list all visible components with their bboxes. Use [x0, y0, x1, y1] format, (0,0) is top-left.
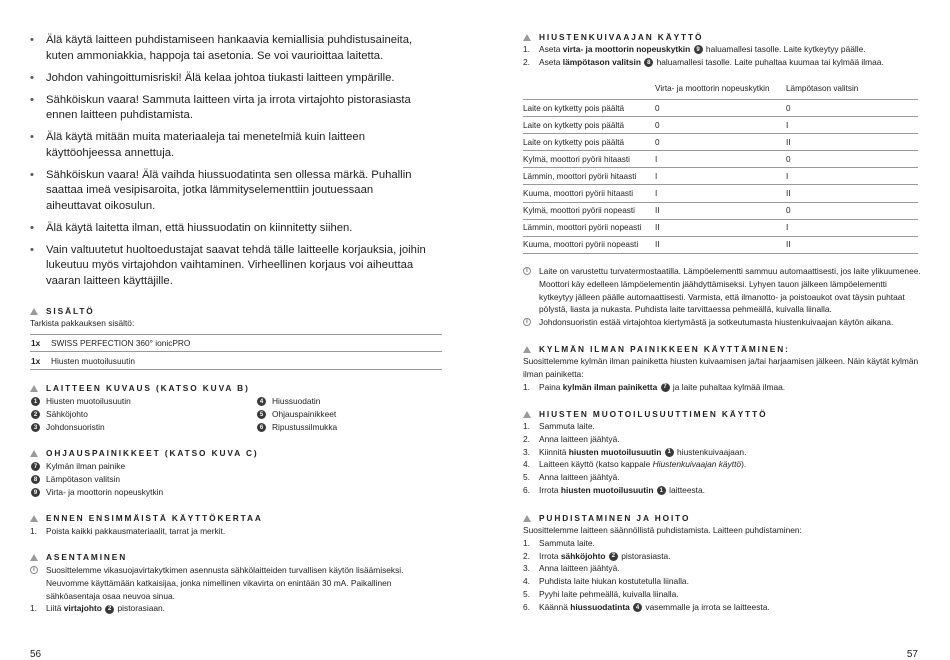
usage-heading: HIUSTENKUIVAAJAN KÄYTTÖ [523, 31, 923, 43]
cleaning-step: 4. Puhdista laite hiukan kostutetulla liinalla. [523, 576, 689, 587]
info-note: i Laite on varustettu turvatermostaatilla. Lämpöelementti sammuu automaattisesti, jos laite ylikuumenee. Moottori käy edelleen lämpöelementin jäähdyttämiseksi. Lyhyen tauon jälkeen lämpöelementti kytkeytyy jälleen päälle automaattisesti. Varmista, että ilmanotto- ja poistoaukot ovat täysin puhtaat pölystä, liasta ja nukasta. Puhdista laite tarvittaessa pehmeällä, kuivalla liinalla. [523, 265, 923, 316]
table-row: Kuuma, moottori pyörii nopeasti II II [523, 236, 918, 253]
contents-row: 1x SWISS PERFECTION 360° ionicPRO [31, 338, 191, 349]
install-section [30, 551, 442, 615]
number-badge-icon: 4 [633, 603, 642, 612]
number-badge-icon: 3 [31, 423, 40, 432]
number-badge-icon: 8 [644, 58, 653, 67]
first-use-step: 1. Poista kaikki pakkausmateriaalit, tarrat ja merkit. [30, 526, 226, 536]
part-item: 4 Hiussuodatin [256, 395, 416, 408]
number-badge-icon: 1 [657, 486, 666, 495]
info-note: i Johdonsuoristin estää virtajohtoa kiertymästä ja sotkeutumasta hiustenkuivaajan käytön aikana. [523, 316, 923, 329]
number-badge-icon: 9 [694, 45, 703, 54]
warning-triangle-icon [30, 385, 38, 392]
control-item: 9 Virta- ja moottorin nopeuskytkin [30, 486, 442, 499]
table-row: Lämmin, moottori pyörii hitaasti I I [523, 168, 918, 185]
contents-row: 1x Hiusten muotoilusuutin [30, 351, 442, 369]
warning-item: • Älä käytä mitään muita materiaaleja tai menetelmiä kuin laitteen käyttöohjeessa annettuja. [30, 130, 430, 161]
description-section [30, 382, 442, 434]
controls-section [30, 447, 442, 499]
speed-table-wrap [523, 77, 918, 254]
table-row: Kuuma, moottori pyörii hitaasti I II [523, 185, 918, 202]
warning-item: • Vain valtuutetut huoltoedustajat saavat tehdä tälle laitteelle korjauksia, joihin lukeutuu myös virtajohdon vaihtaminen. Virheellinen korjaus voi aiheuttaa vaaran laitteen käyttäjille. [30, 243, 430, 290]
warning-triangle-icon [30, 308, 38, 315]
table-row: Laite on kytketty pois päältä 0 0 [523, 100, 918, 117]
cleaning-section [523, 512, 923, 614]
cold-air-section [523, 343, 923, 393]
nozzle-step: 5. Anna laitteen jäähtyä. [523, 472, 620, 483]
page-number: 57 [906, 649, 918, 660]
install-info: i Suosittelemme vikasuojavirtakytkimen asennusta sähkölaitteiden turvallisen käytön lisäämiseksi. Neuvomme käyttämään katkaisijaa, jonka nimellinen vikavirta on enintään 30 mA. Paikallinen sähköasentaja osaa neuvoa sinua. [30, 564, 442, 602]
contents-table [30, 334, 442, 370]
cleaning-step: 3. Anna laitteen jäähtyä. [523, 563, 620, 574]
warning-triangle-icon [30, 554, 38, 561]
part-item: 2 Sähköjohto [30, 408, 256, 421]
warning-triangle-icon [523, 411, 531, 418]
control-item: 8 Lämpötason valitsin [30, 473, 442, 486]
usage-step: 2. Aseta lämpötason valitsin 8 haluamallesi tasolle. Laite puhaltaa kuumaa tai kylmää ilmaa. [523, 56, 884, 67]
warning-triangle-icon [30, 515, 38, 522]
cold-air-heading: KYLMÄN ILMAN PAINIKKEEN KÄYTTÄMINEN: [523, 343, 923, 355]
part-item: 3 Johdonsuoristin [30, 421, 256, 434]
cold-air-intro: Suosittelemme kylmän ilman painiketta hiusten kuivaamisen ja/tai harjaamisen jälkeen. Näin käytät kylmän ilman painiketta: [523, 356, 919, 379]
table-row: Kylmä, moottori pyörii nopeasti II 0 [523, 202, 918, 219]
warning-list [30, 33, 430, 296]
table-row: Laite on kytketty pois päältä 0 I [523, 117, 918, 134]
warning-triangle-icon [523, 515, 531, 522]
warning-item: • Sähköiskun vaara! Sammuta laitteen virta ja irrota virtajohto pistorasiasta ennen laitteen puhdistamista. [30, 93, 430, 124]
warning-triangle-icon [523, 34, 531, 41]
page-number: 56 [30, 649, 42, 660]
warning-triangle-icon [523, 346, 531, 353]
nozzle-step: 4. Laitteen käyttö (katso kappale Hiustenkuivaajan käyttö). [523, 459, 747, 470]
cleaning-step: 5. Pyyhi laite pehmeällä, kuivalla liinalla. [523, 588, 679, 599]
nozzle-section [523, 408, 923, 497]
warning-item: • Sähköiskun vaara! Älä vaihda hiussuodatinta sen ollessa märkä. Puhallin saattaa imeä vesipisaroita, jotka lämmityselementtiin joutuessaan aiheuttavat oikosulun. [30, 168, 430, 215]
warning-item: • Älä käytä laitteen puhdistamiseen hankaavia kemiallisia puhdistusaineita, kuten ammoniakkia, happoja tai asetonia. Se voi vaurioittaa laitetta. [30, 33, 430, 64]
info-notes [523, 265, 923, 329]
contents-section [30, 305, 442, 370]
table-col-header: Lämpötason valitsin [786, 77, 918, 100]
contents-intro: Tarkista pakkauksen sisältö: [30, 318, 135, 328]
part-item: 6 Ripustussilmukka [256, 421, 416, 434]
table-row: Lämmin, moottori pyörii nopeasti II I [523, 219, 918, 236]
nozzle-heading: HIUSTEN MUOTOILUSUUTTIMEN KÄYTTÖ [523, 408, 923, 420]
number-badge-icon: 6 [257, 423, 266, 432]
number-badge-icon: 2 [31, 410, 40, 419]
contents-heading: SISÄLTÖ [30, 305, 442, 317]
cleaning-intro: Suosittelemme laitteen säännöllistä puhdistamista. Laitteen puhdistaminen: [523, 525, 802, 535]
table-header-row [523, 77, 918, 100]
controls-heading: OHJAUSPAINIKKEET (KATSO KUVA C) [30, 447, 442, 459]
part-item: 1 Hiusten muotoilusuutin [30, 395, 256, 408]
table-row: Laite on kytketty pois päältä 0 II [523, 134, 918, 151]
right-page [475, 0, 950, 660]
usage-section [523, 31, 923, 69]
number-badge-icon: 8 [31, 475, 40, 484]
info-icon: i [523, 267, 531, 275]
install-heading: ASENTAMINEN [30, 551, 442, 563]
install-step: 1. Liitä virtajohto 2 pistorasiaan. [30, 603, 165, 614]
cleaning-heading: PUHDISTAMINEN JA HOITO [523, 512, 923, 524]
control-item: 7 Kylmän ilman painike [30, 460, 442, 473]
cleaning-step: 6. Käännä hiussuodatinta 4 vasemmalle ja irrota se laitteesta. [523, 601, 770, 612]
number-badge-icon: 2 [609, 552, 618, 561]
info-icon: i [523, 318, 531, 326]
number-badge-icon: 5 [257, 410, 266, 419]
cleaning-step: 1. Sammuta laite. [523, 537, 595, 548]
number-badge-icon: 1 [665, 448, 674, 457]
nozzle-step: 2. Anna laitteen jäähtyä. [523, 433, 620, 444]
table-col-header: Virta- ja moottorin nopeuskytkin [655, 77, 786, 100]
warning-item: • Johdon vahingoittumisriski! Älä kelaa johtoa tiukasti laitteen ympärille. [30, 71, 430, 87]
usage-step: 1. Aseta virta- ja moottorin nopeuskytkin 9 haluamallesi tasolle. Laite kytkeytyy päälle. [523, 44, 866, 54]
first-use-section [30, 512, 442, 538]
cleaning-step: 2. Irrota sähköjohto 2 pistorasiasta. [523, 550, 671, 561]
cold-air-step: 1. Paina kylmän ilman painiketta 7 ja laite puhaltaa kylmää ilmaa. [523, 381, 786, 392]
warning-triangle-icon [30, 450, 38, 457]
info-icon: i [30, 566, 38, 574]
nozzle-step: 3. Kiinnitä hiusten muotoilusuutin 1 hiustenkuivaajaan. [523, 446, 747, 457]
number-badge-icon: 9 [31, 488, 40, 497]
number-badge-icon: 7 [661, 383, 670, 392]
number-badge-icon: 1 [31, 397, 40, 406]
table-row: Kylmä, moottori pyörii hitaasti I 0 [523, 151, 918, 168]
warning-item: • Älä käytä laitetta ilman, että hiussuodatin on kiinnitetty siihen. [30, 221, 430, 237]
nozzle-step: 1. Sammuta laite. [523, 421, 595, 431]
number-badge-icon: 7 [31, 462, 40, 471]
first-use-heading: ENNEN ENSIMMÄISTÄ KÄYTTÖKERTAA [30, 512, 442, 524]
part-item: 5 Ohjauspainikkeet [256, 408, 416, 421]
description-heading: LAITTEEN KUVAUS (KATSO KUVA B) [30, 382, 442, 394]
number-badge-icon: 2 [105, 605, 114, 614]
speed-table [523, 77, 918, 254]
number-badge-icon: 4 [257, 397, 266, 406]
nozzle-step: 6. Irrota hiusten muotoilusuutin 1 laitteesta. [523, 484, 705, 495]
